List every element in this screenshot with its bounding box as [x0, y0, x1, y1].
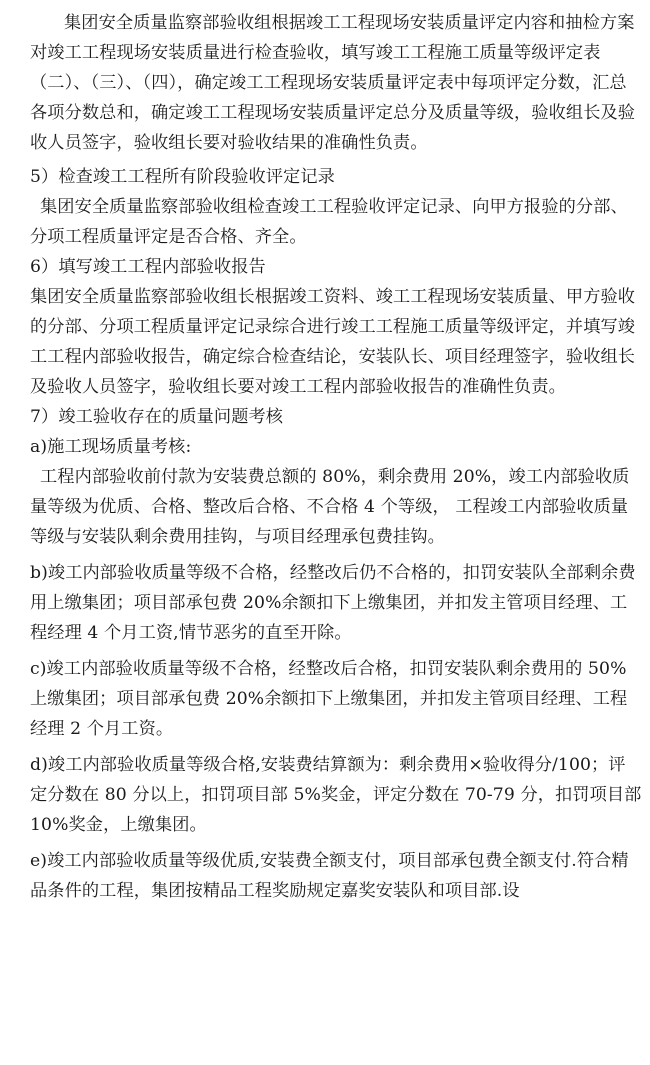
list-item-c: c)竣工内部验收质量等级不合格，经整改后合格，扣罚安装队剩余费用的 50%上缴集团；项目部承包费 20%余额扣下上缴集团，并扣发主管项目经理、工程经理 2 个月工资。	[30, 659, 628, 739]
paragraph-acceptance-inspection: 集团安全质量监察部验收组根据竣工工程现场安装质量评定内容和抽检方案对竣工工程现场安装质量进行检查验收，填写竣工工程施工质量等级评定表（二）、（三）、（四），确定竣工工程现场安装质量评定表中每项评定分数，汇总各项分数总和，确定竣工工程现场安装质量评定总分及质量等级，验收组长及验收人员签字，验收组长要对验收结果的准确性负责。	[30, 13, 636, 153]
paragraph-check-records: 集团安全质量监察部验收组检查竣工工程验收评定记录、向甲方报验的分部、分项工程质量评定是否合格、齐全。	[30, 197, 628, 247]
list-item-d: d)竣工内部验收质量等级合格,安装费结算额为：剩余费用×验收得分/100；评定分数在 80 分以上，扣罚项目部 5%奖金，评定分数在 70-79 分，扣罚项目部 10%奖金，上缴集团。	[30, 755, 642, 835]
list-item-b: b)竣工内部验收质量等级不合格，经整改后仍不合格的，扣罚安装队全部剩余费用上缴集团；项目部承包费 20%余额扣下上缴集团，并扣发主管项目经理、工程经理 4 个月工资,情节恶劣的直至开除。	[30, 563, 636, 643]
paragraph-site-quality-assessment: 工程内部验收前付款为安装费总额的 80%，剩余费用 20%，竣工内部验收质量等级为优质、合格、整改后合格、不合格 4 个等级， 工程竣工内部验收质量等级与安装队剩余费用挂钩，与项目经理承包费挂钩。	[30, 467, 630, 547]
section-heading-5: 5）检查竣工工程所有阶段验收评定记录	[30, 167, 335, 187]
list-item-e: e)竣工内部验收质量等级优质,安装费全额支付，项目部承包费全额支付.符合精品条件的工程，集团按精品工程奖励规定嘉奖安装队和项目部.设	[30, 851, 629, 901]
paragraph-internal-report: 集团安全质量监察部验收组长根据竣工资料、竣工工程现场安装质量、甲方验收的分部、分项工程质量评定记录综合进行竣工工程施工质量等级评定，并填写竣工工程内部验收报告，确定综合检查结论，安装队长、项目经理签字，验收组长及验收人员签字，验收组长要对竣工工程内部验收报告的准确性负责。	[30, 287, 636, 397]
section-heading-6: 6）填写竣工工程内部验收报告	[30, 257, 266, 277]
section-heading-7: 7）竣工验收存在的质量问题考核	[30, 407, 284, 427]
subsection-title-a: a)施工现场质量考核:	[30, 437, 192, 457]
